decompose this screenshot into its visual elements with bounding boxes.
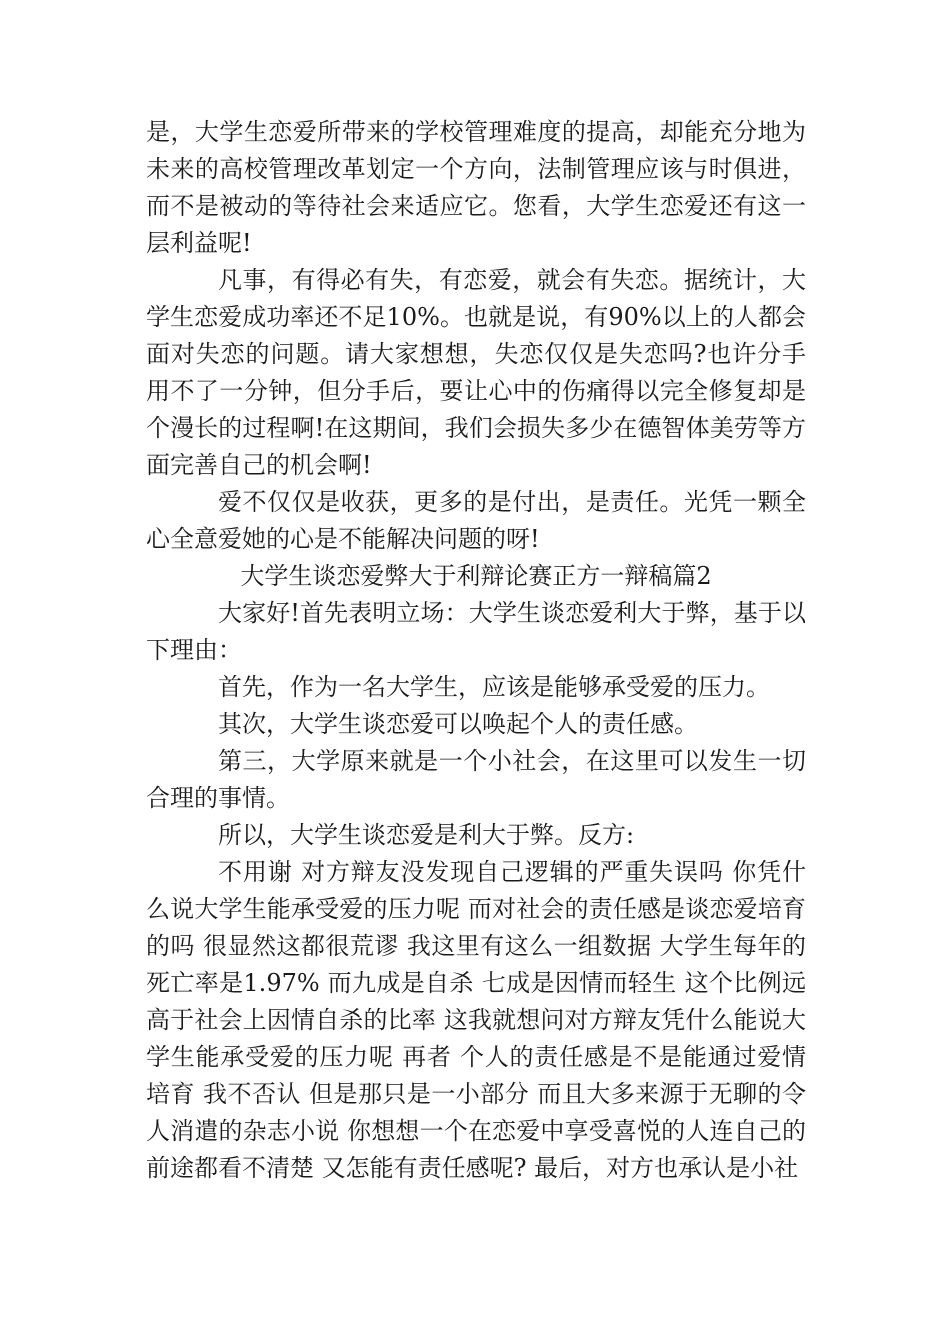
paragraph: 爱不仅仅是收获，更多的是付出，是责任。光凭一颗全心全意爱她的心是不能解决问题的呀! (146, 488, 806, 553)
paragraph: 大家好!首先表明立场：大学生谈恋爱利大于弊，基于以下理由： (146, 599, 806, 664)
document-body (146, 114, 806, 1187)
section-heading: 大学生谈恋爱弊大于利辩论赛正方一辩稿篇2 (240, 562, 712, 590)
paragraph: 其次，大学生谈恋爱可以唤起个人的责任感。 (218, 710, 698, 738)
paragraph: 首先，作为一名大学生，应该是能够承受爱的压力。 (218, 673, 770, 701)
paragraph: 第三，大学原来就是一个小社会，在这里可以发生一切合理的事情。 (146, 747, 806, 812)
paragraph: 是，大学生恋爱所带来的学校管理难度的提高，却能充分地为未来的高校管理改革划定一个方向，法制管理应该与时俱进，而不是被动的等待社会来适应它。您看，大学生恋爱还有这一层利益呢! (146, 118, 806, 257)
paragraph: 凡事，有得必有失，有恋爱，就会有失恋。据统计，大学生恋爱成功率还不足10%。也就是说，有90%以上的人都会面对失恋的问题。请大家想想，失恋仅仅是失恋吗?也许分手用不了一分钟，但分手后，要让心中的伤痛得以完全修复却是个漫长的过程啊!在这期间，我们会损失多少在德智体美劳等方面完善自己的机会啊! (146, 266, 806, 479)
paragraph: 所以，大学生谈恋爱是利大于弊。反方: (218, 821, 635, 849)
paragraph: 不用谢 对方辩友没发现自己逻辑的严重失误吗 你凭什么说大学生能承受爱的压力呢 而对社会的责任感是谈恋爱培育的吗 很显然这都很荒谬 我这里有这么一组数据 大学生每年的死亡率是1.97% 而九成是自杀 七成是因情而轻生 这个比例远高于社会上因情自杀的比率 这我就想问对方辩友凭什么能说大学生能承受爱的压力呢 再者 个人的责任感是不是能通过爱情培育 我不否认 但是那只是一小部分 而且大多来源于无聊的令人消遣的杂志小说 你想想一个在恋爱中享受喜悦的人连自己的前途都看不清楚 又怎能有责任感呢? 最后，对方也承认是小社 (146, 858, 806, 1182)
